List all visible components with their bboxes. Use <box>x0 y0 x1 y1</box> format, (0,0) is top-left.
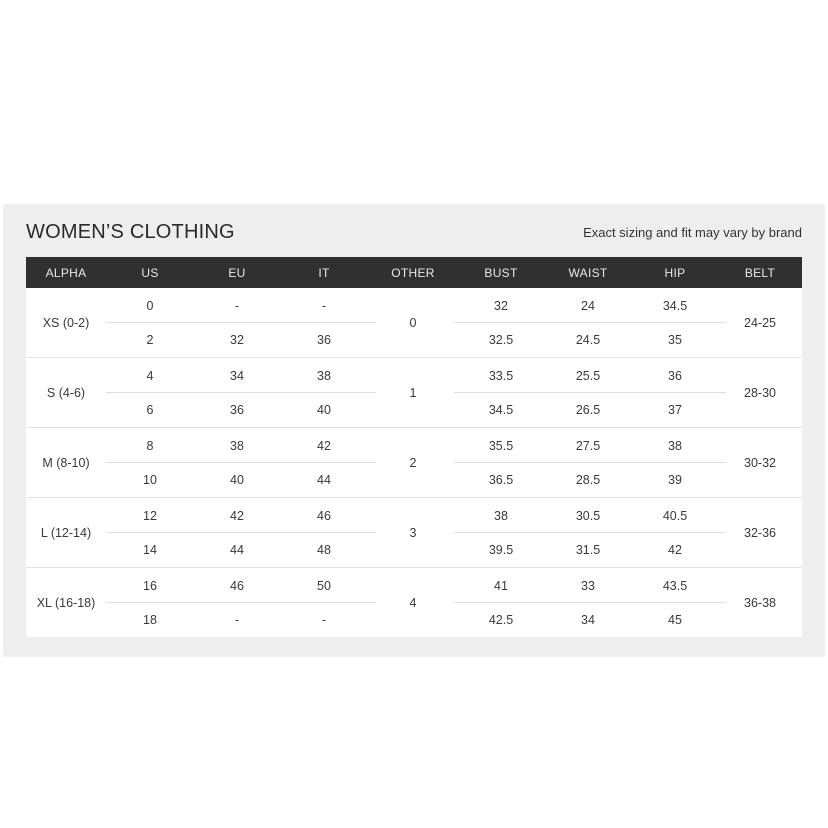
us-size: 8 <box>146 438 154 453</box>
table-row <box>26 357 802 427</box>
alpha-size: S (4-6) <box>46 385 86 400</box>
bust-size: 35.5 <box>488 438 514 453</box>
row-divider <box>454 392 726 393</box>
us-size: 6 <box>146 403 154 417</box>
eu-size: 42 <box>230 508 244 523</box>
waist-size: 24.5 <box>575 333 601 347</box>
it-size: 48 <box>317 543 331 557</box>
other-size: 0 <box>409 315 417 330</box>
header-bust: BUST <box>484 265 518 280</box>
table-row <box>26 567 802 637</box>
eu-size: - <box>234 613 240 627</box>
header-other: OTHER <box>391 265 435 280</box>
waist-size: 31.5 <box>575 543 601 557</box>
bust-size: 34.5 <box>488 403 514 417</box>
alpha-size: XS (0-2) <box>42 315 90 330</box>
bust-size: 39.5 <box>488 543 514 557</box>
header-us: US <box>141 265 159 280</box>
us-size: 2 <box>146 333 154 347</box>
header-belt: BELT <box>744 265 776 280</box>
size-table <box>26 257 802 637</box>
belt-size: 36-38 <box>744 595 776 610</box>
hip-size: 40.5 <box>662 508 688 523</box>
it-size: 36 <box>317 333 331 347</box>
header-waist: WAIST <box>568 265 608 280</box>
alpha-size: M (8-10) <box>42 455 90 470</box>
us-size: 0 <box>146 298 154 313</box>
eu-size: 36 <box>230 403 244 417</box>
us-size: 14 <box>143 543 157 557</box>
waist-size: 30.5 <box>575 508 601 523</box>
alpha-size: L (12-14) <box>40 525 92 540</box>
eu-size: 34 <box>230 368 244 383</box>
table-body <box>26 288 802 637</box>
header-it: IT <box>318 265 330 280</box>
bust-size: 33.5 <box>488 368 514 383</box>
waist-size: 27.5 <box>575 438 601 453</box>
header-eu: EU <box>228 265 246 280</box>
table-header <box>26 257 802 288</box>
bust-size: 36.5 <box>488 473 514 487</box>
header-hip: HIP <box>664 265 686 280</box>
row-divider <box>454 322 726 323</box>
it-size: 50 <box>317 578 331 593</box>
belt-size: 30-32 <box>744 455 776 470</box>
table-row <box>26 288 802 357</box>
bust-size: 32 <box>494 298 508 313</box>
waist-size: 24 <box>581 298 595 313</box>
belt-size: 24-25 <box>744 315 776 330</box>
other-size: 4 <box>409 595 417 610</box>
row-divider <box>454 532 726 533</box>
waist-size: 34 <box>581 613 595 627</box>
table-row <box>26 497 802 567</box>
other-size: 3 <box>409 525 417 540</box>
hip-size: 36 <box>668 368 682 383</box>
hip-size: 37 <box>668 403 682 417</box>
eu-size: 38 <box>230 438 244 453</box>
belt-size: 32-36 <box>744 525 776 540</box>
it-size: 44 <box>317 473 331 487</box>
us-size: 18 <box>143 613 157 627</box>
belt-size: 28-30 <box>744 385 776 400</box>
header-alpha: ALPHA <box>45 265 87 280</box>
eu-size: 46 <box>230 578 244 593</box>
row-divider <box>106 462 376 463</box>
it-size: 40 <box>317 403 331 417</box>
bust-size: 41 <box>494 578 508 593</box>
it-size: - <box>321 613 327 627</box>
other-size: 2 <box>409 455 417 470</box>
row-divider <box>106 392 376 393</box>
hip-size: 42 <box>668 543 682 557</box>
eu-size: 44 <box>230 543 244 557</box>
alpha-size: XL (16-18) <box>36 595 96 610</box>
eu-size: 32 <box>230 333 244 347</box>
sizing-note: Exact sizing and fit may vary by brand <box>583 225 802 240</box>
waist-size: 25.5 <box>575 368 601 383</box>
eu-size: - <box>234 298 240 313</box>
table-row <box>26 427 802 497</box>
bust-size: 32.5 <box>488 333 514 347</box>
hip-size: 43.5 <box>662 578 688 593</box>
it-size: - <box>321 298 327 313</box>
page-title: WOMEN’S CLOTHING <box>26 221 235 243</box>
hip-size: 45 <box>668 613 682 627</box>
eu-size: 40 <box>230 473 244 487</box>
row-divider <box>454 462 726 463</box>
us-size: 4 <box>146 368 154 383</box>
row-divider <box>106 532 376 533</box>
us-size: 12 <box>143 508 157 523</box>
waist-size: 28.5 <box>575 473 601 487</box>
hip-size: 35 <box>668 333 682 347</box>
hip-size: 39 <box>668 473 682 487</box>
hip-size: 38 <box>668 438 682 453</box>
us-size: 16 <box>143 578 157 593</box>
waist-size: 33 <box>581 578 595 593</box>
size-chart-card <box>4 205 824 656</box>
it-size: 42 <box>317 438 331 453</box>
bust-size: 42.5 <box>488 613 514 627</box>
it-size: 46 <box>317 508 331 523</box>
us-size: 10 <box>143 473 157 487</box>
waist-size: 26.5 <box>575 403 601 417</box>
other-size: 1 <box>409 385 417 400</box>
row-divider <box>106 602 376 603</box>
row-divider <box>106 322 376 323</box>
it-size: 38 <box>317 368 331 383</box>
row-divider <box>454 602 726 603</box>
bust-size: 38 <box>494 508 508 523</box>
hip-size: 34.5 <box>662 298 688 313</box>
